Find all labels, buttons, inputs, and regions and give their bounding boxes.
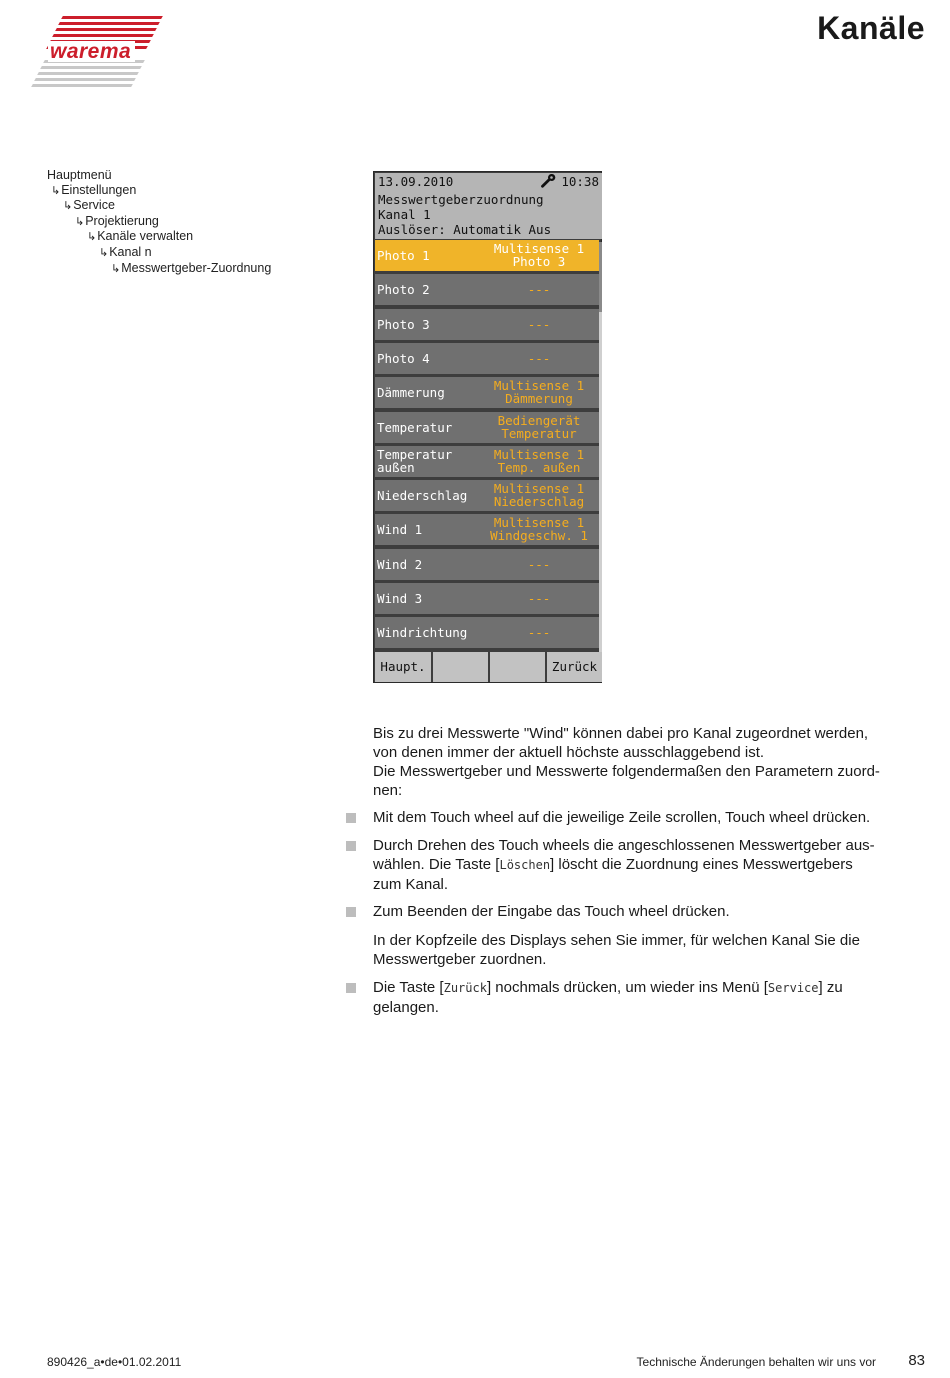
- key-loeschen: Löschen: [499, 858, 551, 872]
- bullet-square: [346, 813, 356, 823]
- sensor-row-value: Multisense 1 Niederschlag: [493, 481, 585, 510]
- sensor-row-label: Photo 3: [377, 316, 430, 332]
- sensor-row-label: Wind 2: [377, 556, 423, 572]
- display-channel: Kanal 1: [378, 207, 431, 222]
- footer-notice: Technische Änderungen behalten wir uns vor: [636, 1355, 876, 1369]
- breadcrumb-item: ↳Kanal n: [99, 244, 152, 259]
- intro-paragraph: Bis zu drei Messwerte "Wind" können dabei pro Kanal zugeordnet werden, von denen immer der aktuell höchste ausschlaggebend ist. Die Messwertgeber und Messwerte folgendermaßen den Parametern zuord- nen:: [373, 725, 880, 799]
- logo-wordmark: warema: [48, 41, 135, 62]
- sensor-row-value: ---: [527, 282, 551, 298]
- sensor-row-label: Photo 4: [377, 350, 430, 366]
- document-id: 890426_a•de•01.02.2011: [47, 1355, 182, 1369]
- breadcrumb-item: ↳Einstellungen: [51, 182, 137, 197]
- scrollbar-thumb[interactable]: [599, 242, 602, 312]
- step-1: Mit dem Touch wheel auf die jeweilige Zeile scrollen, Touch wheel drücken.: [373, 809, 871, 826]
- return-arrow-icon: ↳: [51, 183, 61, 197]
- sensor-row-label: Temperatur: [377, 419, 453, 435]
- sensor-row[interactable]: [375, 309, 599, 340]
- sensor-row-label: Photo 2: [377, 282, 430, 298]
- sensor-row[interactable]: [375, 343, 599, 374]
- bullet-square: [346, 983, 356, 993]
- display-trigger: Auslöser: Automatik Aus: [378, 222, 552, 237]
- page-title: Kanäle: [817, 10, 925, 46]
- sensor-row[interactable]: [375, 274, 599, 305]
- breadcrumb: [47, 168, 271, 276]
- key-service: Service: [767, 981, 819, 995]
- display-date: 13.09.2010: [378, 174, 454, 189]
- sensor-row[interactable]: [375, 480, 599, 511]
- key-zurueck: Zurück: [443, 981, 487, 995]
- sensor-row-value: ---: [527, 625, 551, 641]
- sensor-row[interactable]: [375, 446, 599, 477]
- step-4: Die Taste [Zurück] nochmals drücken, um wieder ins Menü [Service] zu gelangen.: [373, 979, 843, 1016]
- softkey-back[interactable]: Zurück: [547, 652, 602, 682]
- sensor-row-label: Wind 1: [377, 522, 423, 538]
- sensor-row-value: ---: [527, 591, 551, 606]
- sensor-row[interactable]: [375, 240, 599, 271]
- display-header: [375, 173, 602, 239]
- sensor-row-value: ---: [527, 556, 551, 572]
- breadcrumb-item: ↳Messwertgeber-Zuordnung: [111, 260, 272, 275]
- sensor-row-label: Photo 1: [377, 248, 430, 263]
- sensor-row-label: Niederschlag: [377, 488, 468, 504]
- sensor-row[interactable]: [375, 583, 599, 614]
- sensor-row[interactable]: [375, 377, 599, 408]
- bullet-square: [346, 907, 356, 917]
- sensor-row-value: Multisense 1 Windgeschw. 1: [490, 515, 588, 544]
- softkey-main-menu[interactable]: Haupt.: [375, 652, 431, 682]
- sensor-row-value: Multisense 1 Dämmerung: [493, 378, 585, 407]
- page-number: 83: [908, 1352, 925, 1369]
- sensor-row-value: Multisense 1 Photo 3: [493, 241, 585, 269]
- return-arrow-icon: ↳: [63, 199, 73, 213]
- return-arrow-icon: ↳: [75, 214, 85, 228]
- softkey-bar: [375, 652, 602, 682]
- sensor-row[interactable]: [375, 514, 599, 545]
- return-arrow-icon: ↳: [99, 245, 109, 259]
- sensor-row-label: Dämmerung: [377, 385, 445, 401]
- softkey-2[interactable]: [433, 652, 488, 682]
- display-scrollbar[interactable]: [599, 242, 602, 652]
- sensor-row-value: Bediengerät Temperatur: [497, 412, 581, 441]
- display-time: 10:38: [561, 174, 599, 189]
- sensor-row-value: Multisense 1 Temp. außen: [493, 446, 585, 475]
- bullet-square: [346, 841, 356, 851]
- step-3: Zum Beenden der Eingabe das Touch wheel drücken.: [373, 903, 730, 920]
- softkey-3[interactable]: [490, 652, 545, 682]
- breadcrumb-item: ↳Service: [63, 198, 115, 213]
- sensor-row-label: Temperatur außen: [377, 446, 453, 475]
- device-display: [373, 171, 602, 683]
- step-2: Durch Drehen des Touch wheels die angeschlossenen Messwertgeber aus- wählen. Die Taste [Löschen] löscht die Zuordnung eines Messwertgebers zum Kanal.: [373, 837, 875, 893]
- sensor-row[interactable]: [375, 412, 599, 443]
- return-arrow-icon: ↳: [111, 261, 121, 275]
- breadcrumb-item: ↳Kanäle verwalten: [87, 229, 194, 244]
- breadcrumb-item: Hauptmenü: [47, 168, 112, 182]
- sensor-row-label: Windrichtung: [377, 625, 468, 641]
- sensor-row-value: ---: [527, 350, 551, 366]
- sensor-row-label: Wind 3: [377, 591, 423, 606]
- note-paragraph: In der Kopfzeile des Displays sehen Sie immer, für welchen Kanal Sie die Messwertgeber zuordnen.: [373, 932, 860, 968]
- sensor-row[interactable]: [375, 549, 599, 580]
- sensor-row-value: ---: [527, 316, 551, 332]
- sensor-row[interactable]: [375, 617, 599, 648]
- breadcrumb-item: ↳Projektierung: [75, 213, 159, 228]
- display-title: Messwertgeberzuordnung: [378, 192, 544, 207]
- return-arrow-icon: ↳: [87, 230, 97, 244]
- wrench-icon: [540, 173, 556, 193]
